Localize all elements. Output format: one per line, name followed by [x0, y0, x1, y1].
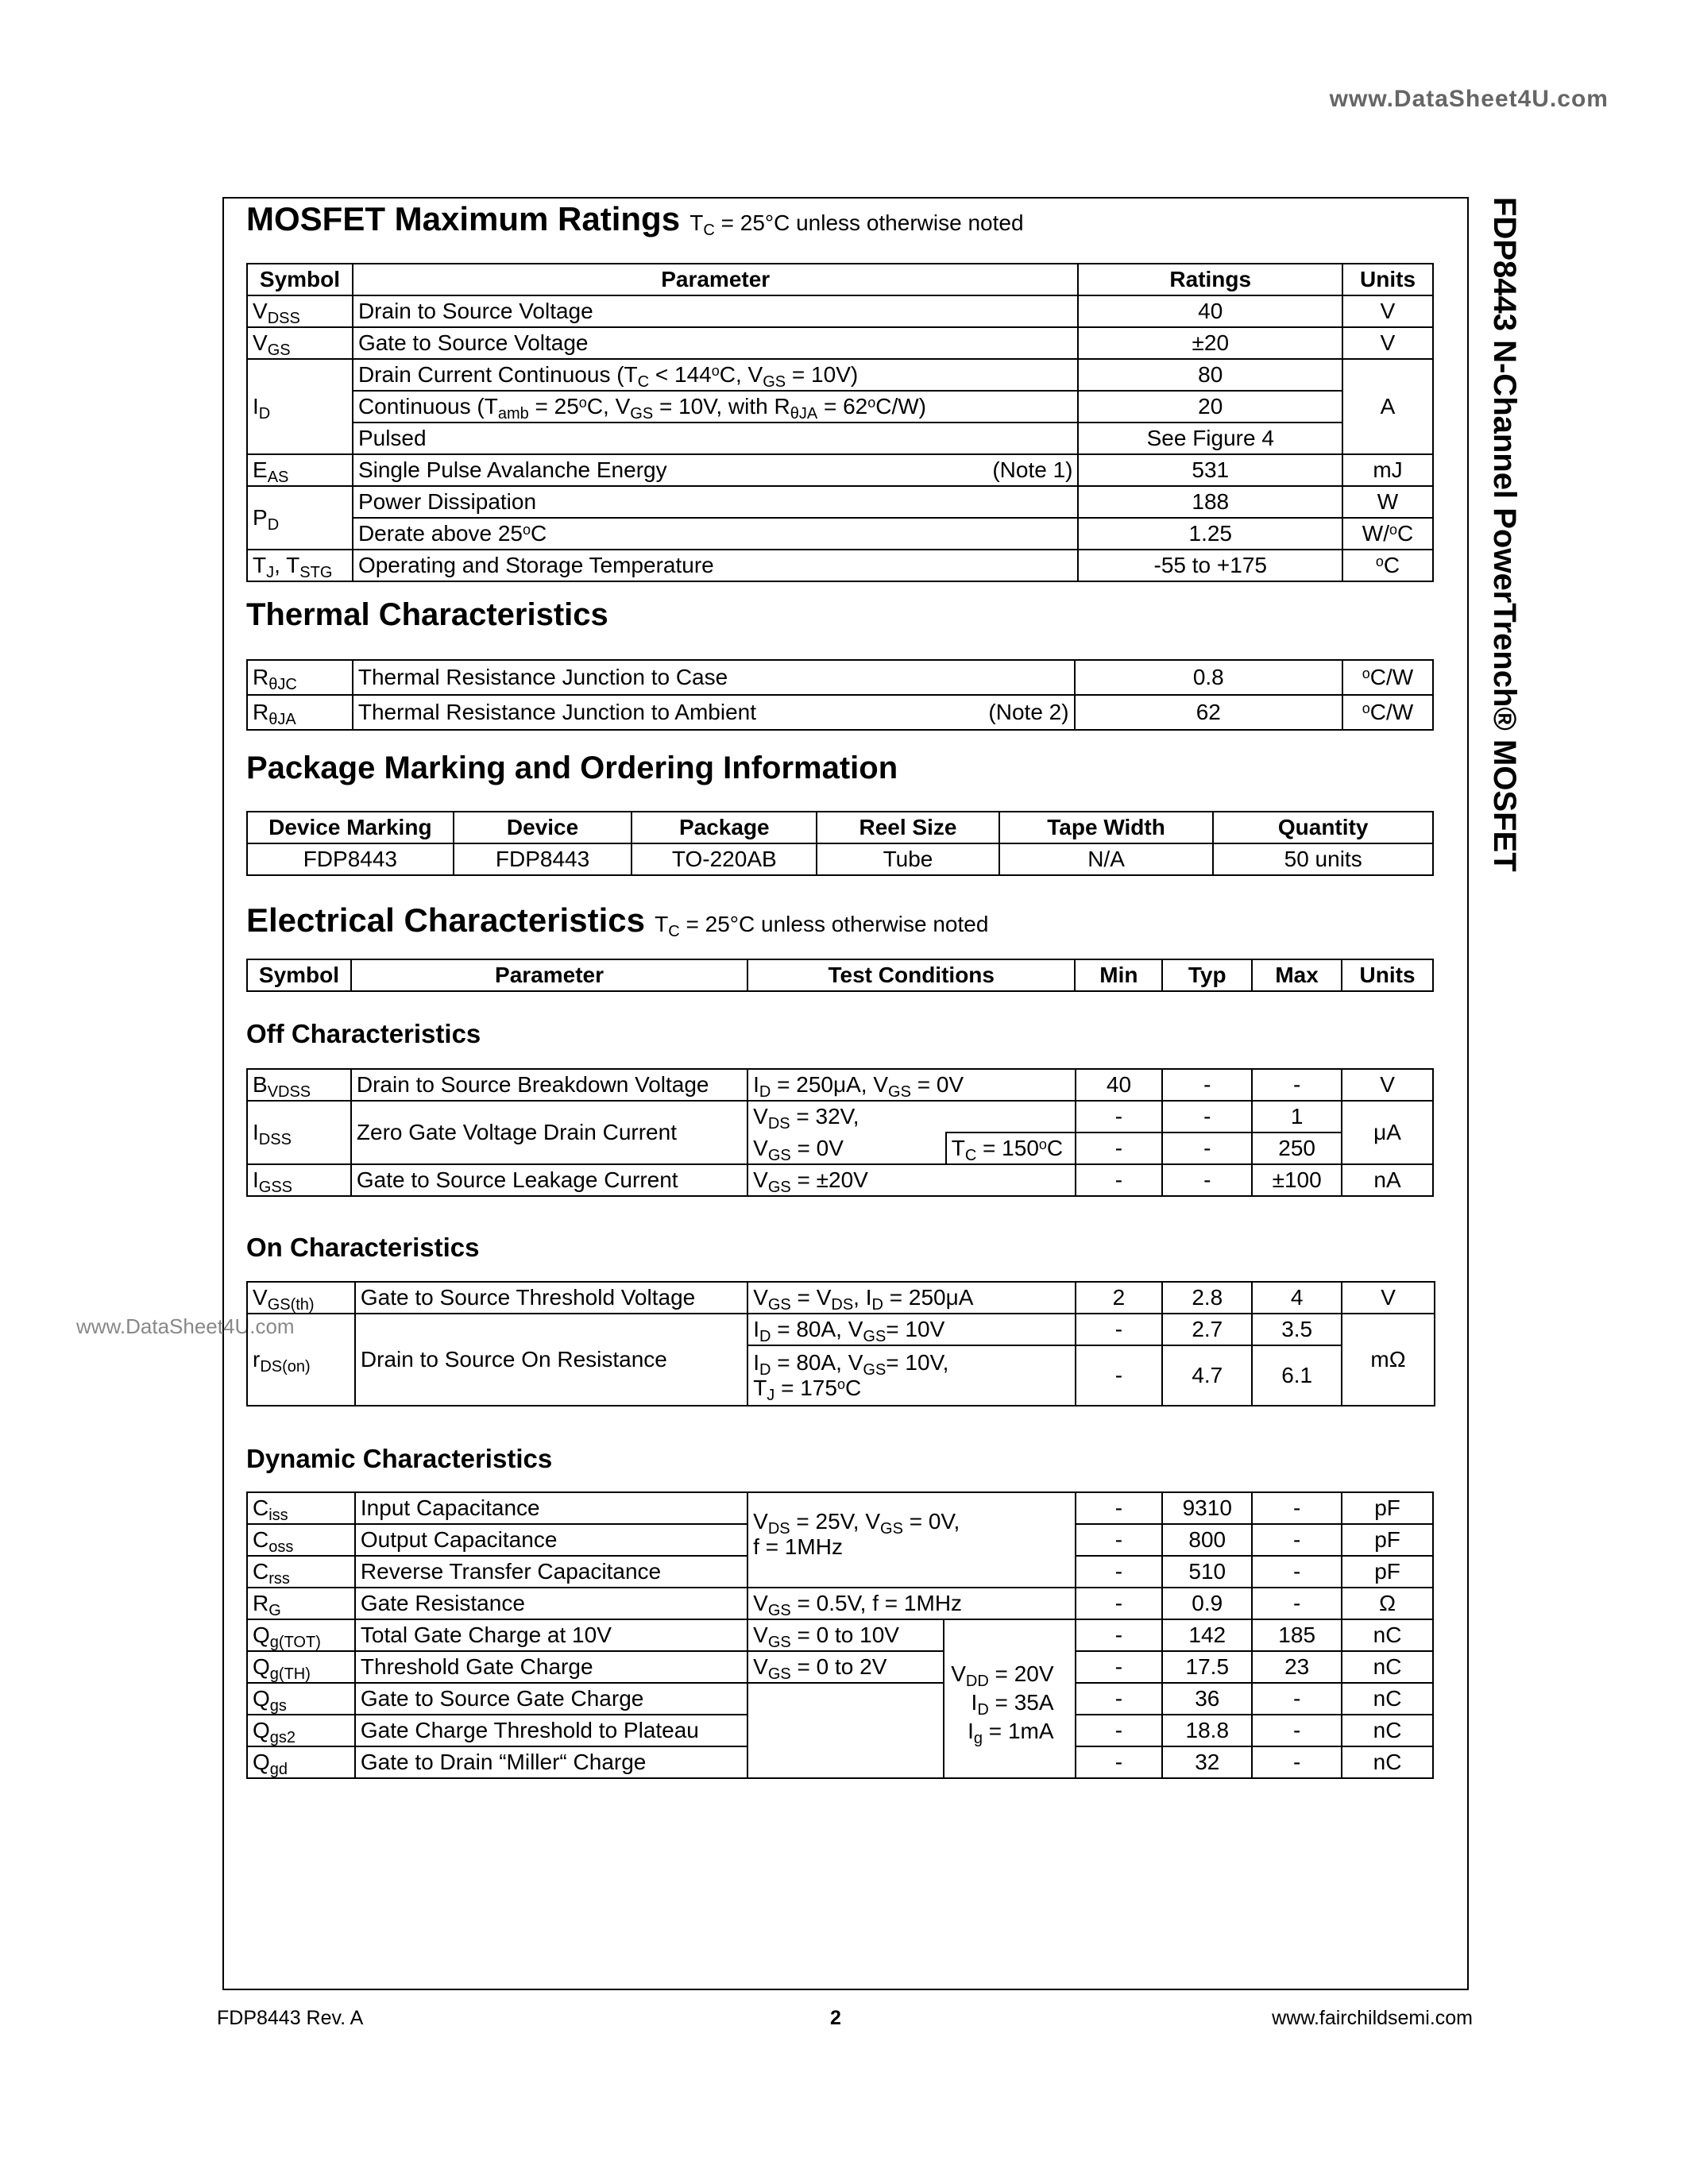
unit-cell: nC: [1342, 1683, 1433, 1715]
electrical-heading: [246, 901, 988, 940]
col-header-min: Min: [1075, 959, 1162, 991]
max-cell: -: [1252, 1746, 1342, 1778]
dynamic-title: Dynamic Characteristics: [246, 1444, 553, 1473]
typ-cell: 2.8: [1162, 1282, 1252, 1314]
typ-cell: 32: [1162, 1746, 1252, 1778]
col-header-symbol: Symbol: [247, 264, 353, 295]
max-cell: -: [1252, 1492, 1342, 1524]
typ-cell: 36: [1162, 1683, 1252, 1715]
min-cell: 40: [1076, 1069, 1163, 1101]
table-row: [247, 1164, 1433, 1196]
table-row: [247, 1588, 1433, 1619]
parameter-cell: [353, 695, 1075, 730]
footer-website-link[interactable]: www.fairchildsemi.com: [1272, 2007, 1473, 2029]
on-title: On Characteristics: [246, 1233, 480, 1262]
rating-cell: 80: [1078, 359, 1342, 391]
table-row: [247, 550, 1433, 581]
parameter-cell: Input Capacitance: [355, 1492, 747, 1524]
symbol-cell: $R_{\theta JA}$: [247, 695, 353, 730]
table-row: [247, 843, 1433, 875]
parameter-cell: Reverse Transfer Capacitance: [355, 1556, 747, 1588]
parameter-cell: Threshold Gate Charge: [355, 1651, 747, 1683]
electrical-note: $T_C = 25^\circ C$ unless otherwise noted: [648, 912, 989, 940]
symbol-cell: $B_{VDSS}$: [247, 1069, 351, 1101]
electrical-title: Electrical Characteristics: [246, 901, 645, 939]
parameter-cell: Drain Current Continuous ($T_C < 144^oC$, $V_{GS} = 10V$): [353, 359, 1079, 391]
value-cell: 62: [1075, 695, 1342, 730]
table-row: [247, 518, 1433, 550]
parameter-cell: Gate to Source Leakage Current: [351, 1164, 747, 1196]
unit-cell: μA: [1342, 1101, 1433, 1164]
table-row: [247, 423, 1433, 454]
typ-cell: -: [1162, 1133, 1252, 1164]
condition-cell: $V_{GS} = V_{DS}$, $I_D = 250\mu A$: [747, 1282, 1075, 1314]
parameter-cell: Gate to Source Threshold Voltage: [355, 1282, 747, 1314]
table-row: [247, 1314, 1435, 1345]
max-cell: -: [1252, 1556, 1342, 1588]
typ-cell: 9310: [1162, 1492, 1252, 1524]
col-header-package: Package: [632, 812, 817, 843]
parameter-cell: Thermal Resistance Junction to Case: [353, 660, 1075, 695]
thermal-title: Thermal Characteristics: [246, 597, 608, 632]
condition-cell: $I_D = 250\mu A$, $V_{GS} = 0V$: [747, 1069, 1075, 1101]
condition-temp-cell: $T_C = 150^oC$: [946, 1133, 1076, 1164]
typ-cell: 4.7: [1162, 1345, 1252, 1406]
min-cell: -: [1076, 1524, 1163, 1556]
table-row: [247, 359, 1433, 391]
max-ratings-note: $T_C = 25^\circ C$ unless otherwise noted: [683, 210, 1024, 239]
parameter-cell: Power Dissipation: [353, 486, 1079, 518]
rating-cell: 20: [1078, 391, 1342, 423]
typ-cell: 0.9: [1162, 1588, 1252, 1619]
col-header-reel-size: Reel Size: [817, 812, 999, 843]
col-header-units: Units: [1342, 264, 1433, 295]
symbol-cell: $C_{iss}$: [247, 1492, 355, 1524]
unit-cell: W/$^o$C: [1342, 518, 1433, 550]
symbol-cell: $I_{GSS}$: [247, 1164, 351, 1196]
max-cell: 23: [1252, 1651, 1342, 1683]
unit-cell: W: [1342, 486, 1433, 518]
dynamic-table: [246, 1491, 1434, 1779]
parameter-cell: Gate to Source Gate Charge: [355, 1683, 747, 1715]
max-cell: -: [1252, 1069, 1342, 1101]
condition-cell: $V_{GS} = 0$ to 10V: [747, 1619, 944, 1651]
symbol-cell: $Q_{gs2}$: [247, 1715, 355, 1746]
device-cell: FDP8443: [454, 843, 632, 875]
table-row: [247, 1683, 1433, 1715]
min-cell: -: [1076, 1746, 1163, 1778]
table-row: [247, 1282, 1435, 1314]
condition-cell: $V_{DS} = 25V$, $V_{GS} = 0V$, f = 1MHz: [747, 1492, 1075, 1588]
off-table: [246, 1068, 1434, 1197]
electrical-header-table: [246, 959, 1434, 992]
max-cell: -: [1252, 1683, 1342, 1715]
unit-cell: nC: [1342, 1651, 1433, 1683]
table-row: [247, 695, 1433, 730]
min-cell: -: [1076, 1556, 1163, 1588]
symbol-cell: $R_G$: [247, 1588, 355, 1619]
min-cell: -: [1076, 1164, 1163, 1196]
typ-cell: 800: [1162, 1524, 1252, 1556]
unit-cell: nC: [1342, 1619, 1433, 1651]
condition-cell: $V_{DS} = 32V$,: [747, 1101, 1075, 1133]
min-cell: -: [1076, 1588, 1163, 1619]
condition-cell: $V_{GS} = 0V$: [747, 1133, 946, 1164]
table-row: [247, 327, 1433, 359]
col-header-units: Units: [1342, 959, 1433, 991]
parameter-text: Single Pulse Avalanche Energy: [357, 457, 667, 482]
package-cell: TO-220AB: [632, 843, 817, 875]
parameter-cell: Gate to Source Voltage: [353, 327, 1079, 359]
symbol-cell: $r_{DS(on)}$: [247, 1314, 355, 1406]
typ-cell: 17.5: [1162, 1651, 1252, 1683]
min-cell: 2: [1076, 1282, 1163, 1314]
package-table: [246, 811, 1434, 876]
symbol-cell: $R_{\theta JC}$: [247, 660, 353, 695]
table-row: [247, 1069, 1433, 1101]
parameter-cell: Drain to Source Breakdown Voltage: [351, 1069, 747, 1101]
unit-cell: V: [1342, 295, 1433, 327]
symbol-cell: $C_{rss}$: [247, 1556, 355, 1588]
symbol-cell: $Q_{gd}$: [247, 1746, 355, 1778]
condition-cell: $V_{GS} = 0$ to 2V: [747, 1651, 944, 1683]
table-row: [247, 660, 1433, 695]
parameter-cell: Gate Charge Threshold to Plateau: [355, 1715, 747, 1746]
min-cell: -: [1076, 1345, 1163, 1406]
max-cell: -: [1252, 1524, 1342, 1556]
symbol-cell: $V_{GS}$: [247, 327, 353, 359]
rating-cell: ±20: [1078, 327, 1342, 359]
typ-cell: 142: [1162, 1619, 1252, 1651]
col-header-symbol: Symbol: [247, 959, 351, 991]
on-table: [246, 1281, 1435, 1406]
package-title: Package Marking and Ordering Information: [246, 751, 898, 785]
unit-cell: pF: [1342, 1556, 1433, 1588]
min-cell: -: [1076, 1715, 1163, 1746]
condition-cell: $I_D = 80A$, $V_{GS}= 10V$, $T_J = 175^oC$: [747, 1345, 1075, 1406]
min-cell: -: [1076, 1314, 1163, 1345]
condition-cell: $I_D = 80A$, $V_{GS}= 10V$: [747, 1314, 1075, 1345]
unit-cell: nC: [1342, 1715, 1433, 1746]
tape-width-cell: N/A: [999, 843, 1214, 875]
unit-cell: V: [1342, 327, 1433, 359]
table-row: [247, 1619, 1433, 1651]
thermal-table: [246, 659, 1434, 731]
max-cell: 3.5: [1252, 1314, 1342, 1345]
parameter-cell: Pulsed: [353, 423, 1079, 454]
symbol-cell: $I_D$: [247, 359, 353, 454]
col-header-tape-width: Tape Width: [999, 812, 1214, 843]
rating-cell: 40: [1078, 295, 1342, 327]
condition-cell: $V_{GS} = \pm 20V$: [747, 1164, 1075, 1196]
value-cell: 0.8: [1075, 660, 1342, 695]
parameter-cell: Drain to Source Voltage: [353, 295, 1079, 327]
quantity-cell: 50 units: [1213, 843, 1433, 875]
unit-cell: mJ: [1342, 454, 1433, 486]
typ-cell: 510: [1162, 1556, 1252, 1588]
cap-cond-freq: f = 1MHz: [753, 1534, 843, 1559]
max-cell: 250: [1252, 1133, 1342, 1164]
parameter-cell: Gate to Drain “Miller“ Charge: [355, 1746, 747, 1778]
max-cell: 6.1: [1252, 1345, 1342, 1406]
parameter-cell: Operating and Storage Temperature: [353, 550, 1079, 581]
table-row: [247, 486, 1433, 518]
col-header-ratings: Ratings: [1078, 264, 1342, 295]
min-cell: -: [1076, 1683, 1163, 1715]
symbol-cell: $T_J$, $T_{STG}$: [247, 550, 353, 581]
off-title: Off Characteristics: [246, 1019, 481, 1048]
col-header-max: Max: [1252, 959, 1342, 991]
table-row: [247, 1492, 1433, 1524]
max-ratings-title: MOSFET Maximum Ratings: [246, 200, 681, 237]
unit-cell: V: [1342, 1069, 1433, 1101]
table-row: [247, 295, 1433, 327]
min-cell: -: [1076, 1133, 1163, 1164]
unit-cell: $^o$C/W: [1342, 695, 1433, 730]
max-cell: -: [1252, 1588, 1342, 1619]
col-header-device: Device: [454, 812, 632, 843]
unit-cell: mΩ: [1342, 1314, 1435, 1406]
symbol-cell: $Q_{g(TOT)}$: [247, 1619, 355, 1651]
min-cell: -: [1076, 1492, 1163, 1524]
unit-cell: nC: [1342, 1746, 1433, 1778]
rating-cell: See Figure 4: [1078, 423, 1342, 454]
unit-cell: nA: [1342, 1164, 1433, 1196]
gate-charge-conditions: $V_{DD} = 20V$ $I_D = 35A$ $I_g = 1mA$: [944, 1619, 1076, 1778]
unit-cell: $^o$C/W: [1342, 660, 1433, 695]
symbol-cell: $E_{AS}$: [247, 454, 353, 486]
col-header-parameter: Parameter: [353, 264, 1079, 295]
typ-cell: 2.7: [1162, 1314, 1252, 1345]
device-marking-cell: FDP8443: [247, 843, 454, 875]
min-cell: -: [1076, 1101, 1163, 1133]
symbol-cell: $P_D$: [247, 486, 353, 550]
unit-cell: pF: [1342, 1524, 1433, 1556]
typ-cell: -: [1162, 1069, 1252, 1101]
max-ratings-table: [246, 263, 1434, 582]
condition-cell: $V_{GS} = 0.5V$, f = 1MHz: [747, 1588, 1075, 1619]
typ-cell: -: [1162, 1164, 1252, 1196]
min-cell: -: [1076, 1651, 1163, 1683]
unit-cell: $^o$C: [1342, 550, 1433, 581]
symbol-cell: $Q_{gs}$: [247, 1683, 355, 1715]
parameter-cell: Gate Resistance: [355, 1588, 747, 1619]
symbol-cell: $C_{oss}$: [247, 1524, 355, 1556]
col-header-parameter: Parameter: [351, 959, 747, 991]
parameter-cell: Zero Gate Voltage Drain Current: [351, 1101, 747, 1164]
footer-revision: FDP8443 Rev. A: [217, 2007, 364, 2029]
watermark-side: www.DataSheet4U.com: [76, 1314, 295, 1338]
col-header-test-conditions: Test Conditions: [747, 959, 1075, 991]
col-header-device-marking: Device Marking: [247, 812, 454, 843]
typ-cell: -: [1162, 1101, 1252, 1133]
table-row: [247, 1101, 1433, 1133]
table-row: [247, 391, 1433, 423]
parameter-cell: Drain to Source On Resistance: [355, 1314, 747, 1406]
max-ratings-heading: [246, 200, 1024, 238]
max-cell: -: [1252, 1715, 1342, 1746]
unit-cell: Ω: [1342, 1588, 1433, 1619]
parameter-cell: Continuous ($T_{amb} = 25^oC$, $V_{GS} = 10V$, with $R_{\theta JA} = 62^oC/W$): [353, 391, 1079, 423]
max-cell: ±100: [1252, 1164, 1342, 1196]
unit-cell: pF: [1342, 1492, 1433, 1524]
col-header-quantity: Quantity: [1213, 812, 1433, 843]
typ-cell: 18.8: [1162, 1715, 1252, 1746]
unit-cell: V: [1342, 1282, 1435, 1314]
table-row: [247, 1651, 1433, 1683]
side-title: FDP8443 N-Channel PowerTrench® MOSFET: [1487, 197, 1522, 872]
parameter-cell: Derate above 25$^o$C: [353, 518, 1079, 550]
parameter-cell: [353, 454, 1079, 486]
col-header-typ: Typ: [1162, 959, 1252, 991]
max-cell: 185: [1252, 1619, 1342, 1651]
symbol-cell: $V_{DSS}$: [247, 295, 353, 327]
note-ref: (Note 1): [992, 457, 1073, 482]
parameter-cell: Output Capacitance: [355, 1524, 747, 1556]
rating-cell: -55 to +175: [1078, 550, 1342, 581]
unit-cell: A: [1342, 359, 1433, 454]
footer-page-number: 2: [830, 2007, 841, 2029]
table-row: [247, 454, 1433, 486]
symbol-cell: $V_{GS(th)}$: [247, 1282, 355, 1314]
symbol-cell: $I_{DSS}$: [247, 1101, 351, 1164]
empty-condition-cell: [747, 1683, 944, 1778]
parameter-text: Thermal Resistance Junction to Ambient: [357, 700, 757, 724]
min-cell: -: [1076, 1619, 1163, 1651]
rating-cell: 531: [1078, 454, 1342, 486]
max-cell: 1: [1252, 1101, 1342, 1133]
note-ref: (Note 2): [988, 700, 1069, 724]
watermark-top: www.DataSheet4U.com: [1329, 86, 1609, 112]
parameter-cell: Total Gate Charge at 10V: [355, 1619, 747, 1651]
symbol-cell: $Q_{g(TH)}$: [247, 1651, 355, 1683]
rating-cell: 188: [1078, 486, 1342, 518]
max-cell: 4: [1252, 1282, 1342, 1314]
reel-size-cell: Tube: [817, 843, 999, 875]
rating-cell: 1.25: [1078, 518, 1342, 550]
